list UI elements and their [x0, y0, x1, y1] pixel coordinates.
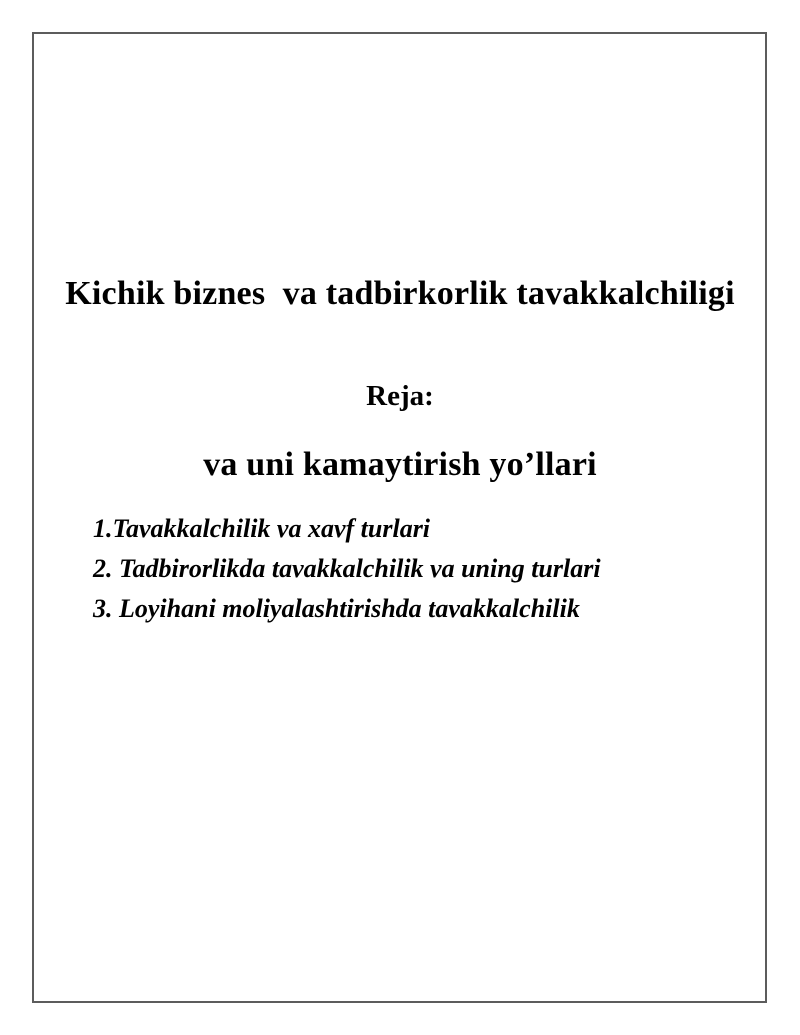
section-heading-reja: Reja:	[366, 380, 434, 412]
document-title-line-1: Kichik biznes va tadbirkorlik tavakkalchiligi	[65, 275, 735, 312]
plan-item-2: 2. Tadbirorlikda tavakkalchilik va uning turlari	[93, 554, 601, 583]
document-title-line-2: va uni kamaytirish yo’llari	[203, 446, 597, 483]
plan-list	[93, 509, 740, 629]
plan-item-3: 3. Loyihani moliyalashtirishda tavakkalchilik	[93, 594, 580, 623]
plan-item-1: 1.Tavakkalchilik va xavf turlari	[93, 514, 431, 543]
